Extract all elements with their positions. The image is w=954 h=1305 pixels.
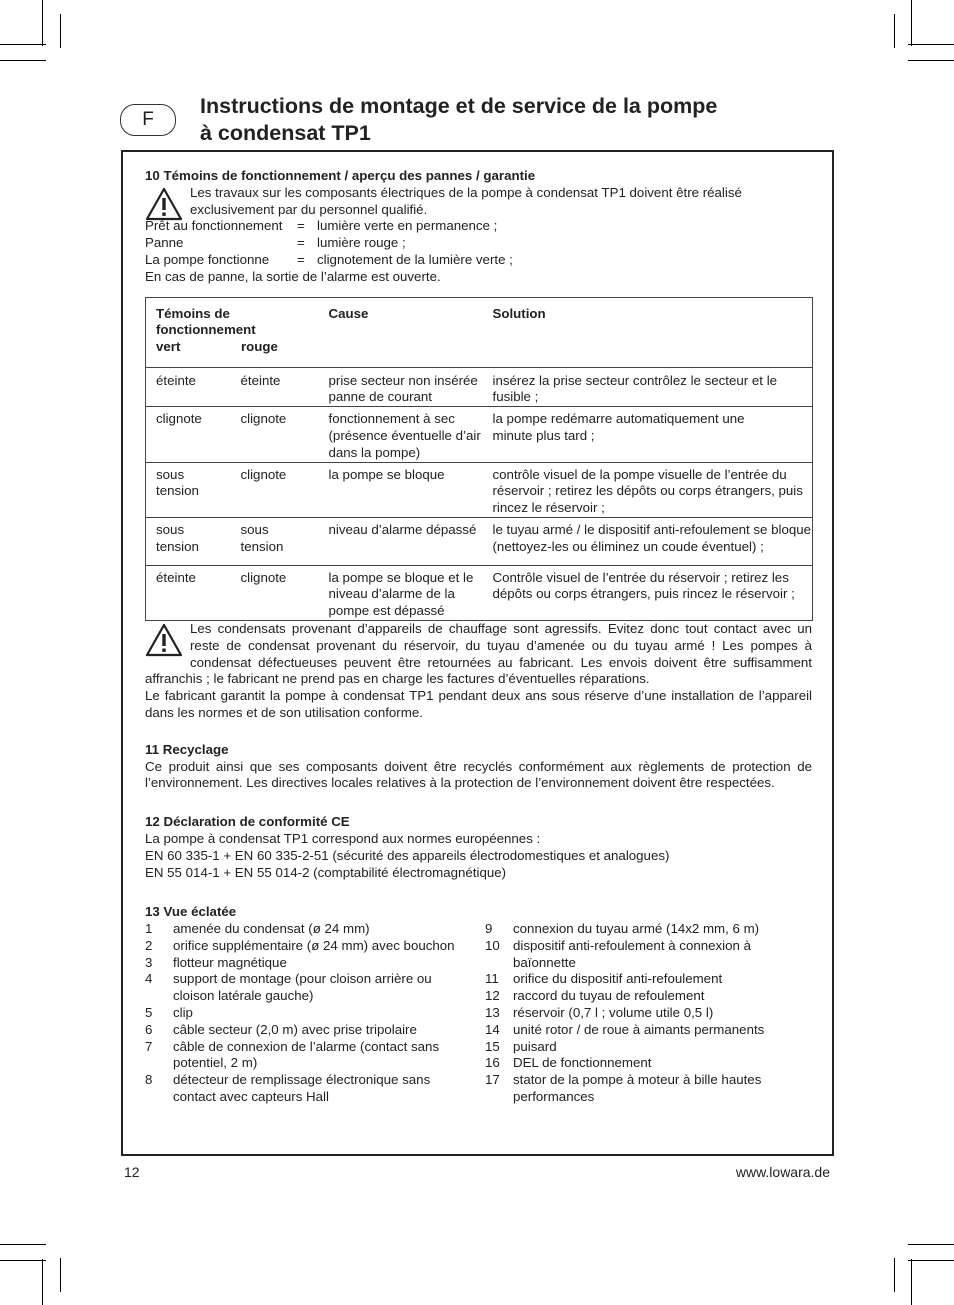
status-equals: = bbox=[297, 218, 305, 234]
parts-list bbox=[145, 921, 812, 1106]
cell-cause: la pompe se bloque bbox=[329, 462, 493, 517]
list-item: 2 orifice supplémentaire (ø 24 mm) avec bouchon bbox=[145, 937, 455, 953]
header-solution: Solution bbox=[493, 297, 813, 367]
list-item: 14 unité rotor / de roue à aimants permanents bbox=[485, 1021, 765, 1037]
footer-url[interactable]: www.lowara.de bbox=[735, 1164, 830, 1180]
fault-table-header bbox=[146, 297, 813, 367]
list-item: 13 réservoir (0,7 l ; volume utile 0,5 l) bbox=[485, 1005, 714, 1021]
page-title bbox=[200, 93, 717, 147]
warning-block-electrical bbox=[145, 185, 812, 219]
content bbox=[145, 168, 812, 1106]
header-cause: Cause bbox=[329, 297, 493, 367]
cell-solution: contrôle visuel de la pompe visuelle de l’entrée du réservoir ; retirez les dépôts ou corps étrangers, puis rincez le réservoir ; bbox=[493, 462, 813, 517]
warranty-text: Le fabricant garantit la pompe à condensat TP1 pendant deux ans sous réserve d’une installation de l’appareil dans les normes et de son utilisation conforme. bbox=[145, 688, 812, 720]
cell-cause: niveau d’alarme dépassé bbox=[329, 517, 493, 565]
crop-mark bbox=[908, 60, 954, 61]
title-line-2: à condensat TP1 bbox=[200, 121, 371, 145]
list-item: 5 clip bbox=[145, 1005, 193, 1021]
table-row bbox=[146, 517, 813, 565]
cell-rouge: clignote bbox=[241, 565, 329, 620]
status-equals: = bbox=[297, 235, 305, 251]
cell-rouge: sous tension bbox=[241, 517, 329, 565]
list-item: 3 flotteur magnétique bbox=[145, 954, 287, 970]
cell-cause: fonctionnement à sec (présence éventuelle d’air dans la pompe) bbox=[329, 407, 493, 462]
list-item: 16 DEL de fonctionnement bbox=[485, 1055, 652, 1071]
list-item: 8 détecteur de remplissage électronique sans contact avec capteurs Hall bbox=[145, 1072, 431, 1105]
cell-solution: insérez la prise secteur contrôlez le secteur et le fusible ; bbox=[493, 367, 813, 407]
title-line-1: Instructions de montage et de service de la pompe bbox=[200, 94, 718, 118]
list-item: 6 câble secteur (2,0 m) avec prise tripolaire bbox=[145, 1021, 417, 1037]
list-item: 15 puisard bbox=[485, 1038, 557, 1054]
cell-vert: clignote bbox=[146, 407, 241, 462]
status-value: clignotement de la lumière verte ; bbox=[317, 251, 513, 267]
crop-mark bbox=[0, 1260, 46, 1261]
cell-vert: sous tension bbox=[146, 517, 241, 565]
list-item: 1 amenée du condensat (ø 24 mm) bbox=[145, 921, 370, 937]
table-row bbox=[146, 407, 813, 462]
section-10-heading: 10 Témoins de fonctionnement / aperçu des pannes / garantie bbox=[145, 168, 536, 183]
header-vert: vert bbox=[156, 339, 181, 355]
warning-text: Les travaux sur les composants électriques de la pompe à condensat TP1 doivent être réalisé exclusivement par du personnel qualifié. bbox=[190, 184, 742, 217]
parts-column-right bbox=[485, 921, 812, 1106]
warning-text: Les condensats provenant d’appareils de chauffage sont agressifs. Evitez donc tout contact avec un reste de condensat provenant du réservoir, du tuyau d’amenée ou du tuyau armé ! Les pompes à condensat défectueuses peuvent être retournées au fabricant. Les envois doivent être suffisamment affranchis ; le fabricant ne prend pas en charge les factures d’éventuelles réparations. bbox=[145, 620, 812, 687]
crop-mark bbox=[60, 1258, 61, 1292]
conformity-line: EN 55 014-1 + EN 55 014-2 (comptabilité électromagnétique) bbox=[145, 864, 507, 880]
cell-rouge: clignote bbox=[241, 462, 329, 517]
crop-mark bbox=[911, 1259, 912, 1305]
list-item: 11 orifice du dispositif anti-refoulement bbox=[485, 971, 723, 987]
table-row bbox=[146, 462, 813, 517]
cell-solution: le tuyau armé / le dispositif anti-refoulement se bloque (nettoyez-les ou éliminez un coude éventuel) ; bbox=[493, 517, 813, 565]
status-value: lumière verte en permanence ; bbox=[317, 218, 498, 234]
cell-cause: prise secteur non insérée panne de courant bbox=[329, 367, 493, 407]
header-rouge: rouge bbox=[241, 339, 278, 355]
crop-mark bbox=[908, 1260, 954, 1261]
cell-rouge: éteinte bbox=[241, 367, 329, 407]
status-equals: = bbox=[297, 251, 305, 267]
crop-mark bbox=[42, 1259, 43, 1305]
cell-solution: Contrôle visuel de l’entrée du réservoir ; retirez les dépôts ou corps étrangers, puis rincez le réservoir ; bbox=[493, 565, 813, 620]
status-value: lumière rouge ; bbox=[317, 235, 406, 251]
list-item: 10 dispositif anti-refoulement à connexion à baïonnette bbox=[485, 937, 752, 970]
table-row bbox=[146, 367, 813, 407]
crop-mark bbox=[60, 14, 61, 48]
header-indicators-2: fonctionnement bbox=[156, 322, 256, 338]
status-label: Prêt au fonctionnement bbox=[145, 218, 283, 234]
cell-vert: éteinte bbox=[146, 367, 241, 407]
crop-mark bbox=[0, 1244, 46, 1245]
alarm-note: En cas de panne, la sortie de l’alarme est ouverte. bbox=[145, 268, 441, 284]
crop-mark bbox=[911, 0, 912, 46]
conformity-line: La pompe à condensat TP1 correspond aux normes européennes : bbox=[145, 830, 541, 846]
cell-solution: la pompe redémarre automatiquement une minute plus tard ; bbox=[493, 407, 813, 462]
list-item: 9 connexion du tuyau armé (14x2 mm, 6 m) bbox=[485, 921, 760, 937]
section-12-heading: 12 Déclaration de conformité CE bbox=[145, 814, 350, 830]
warning-block-condensate bbox=[145, 621, 812, 688]
list-item: 7 câble de connexion de l’alarme (contact sans potentiel, 2 m) bbox=[145, 1038, 440, 1071]
cell-rouge: clignote bbox=[241, 407, 329, 462]
section-11-heading: 11 Recyclage bbox=[145, 741, 229, 757]
crop-mark bbox=[894, 1258, 895, 1292]
crop-mark bbox=[0, 60, 46, 61]
crop-mark bbox=[908, 1244, 954, 1245]
section-13-heading: 13 Vue éclatée bbox=[145, 904, 237, 920]
table-row bbox=[146, 565, 813, 620]
status-line bbox=[145, 235, 812, 252]
cell-vert: sous tension bbox=[146, 462, 241, 517]
status-line bbox=[145, 252, 812, 269]
status-label: Panne bbox=[145, 235, 184, 251]
cell-vert: éteinte bbox=[146, 565, 241, 620]
crop-mark bbox=[894, 14, 895, 48]
crop-mark bbox=[42, 0, 43, 46]
recycling-text: Ce produit ainsi que ses composants doivent être recyclés conformément aux règlements de protection de l’environnement. Les directives locales relatives à la protection de l’environnement doivent être respectées. bbox=[145, 758, 812, 791]
fault-table bbox=[145, 297, 813, 621]
status-label: La pompe fonctionne bbox=[145, 251, 270, 267]
conformity-line: EN 60 335-1 + EN 60 335-2-51 (sécurité des appareils électrodomestiques et analogues) bbox=[145, 847, 670, 863]
list-item: 12 raccord du tuyau de refoulement bbox=[485, 988, 705, 1004]
list-item: 4 support de montage (pour cloison arrière ou cloison latérale gauche) bbox=[145, 971, 432, 1004]
cell-cause: la pompe se bloque et le niveau d’alarme de la pompe est dépassé bbox=[329, 565, 493, 620]
crop-mark bbox=[908, 44, 954, 45]
warning-triangle-icon bbox=[145, 623, 183, 657]
warning-triangle-icon bbox=[145, 187, 183, 221]
parts-column-left bbox=[145, 921, 485, 1106]
header-indicators: Témoins de bbox=[156, 305, 230, 321]
page-number: 12 bbox=[124, 1164, 140, 1180]
language-badge: F bbox=[120, 104, 176, 136]
status-line bbox=[145, 218, 812, 235]
list-item: 17 stator de la pompe à moteur à bille hautes performances bbox=[485, 1072, 762, 1105]
crop-mark bbox=[0, 44, 46, 45]
